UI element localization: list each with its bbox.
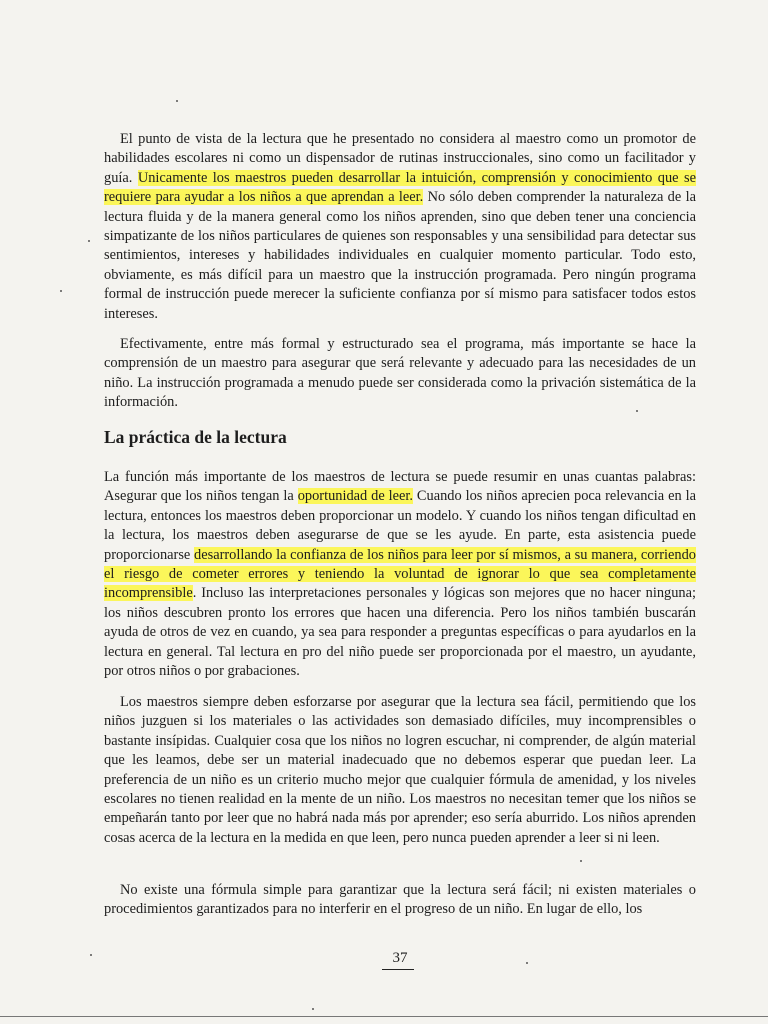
scan-speck: [636, 410, 638, 412]
paragraph-no-formula: No existe una fórmula simple para garantizar que la lectura será fácil; ni existen materiales o procedimientos garantizados para no interferir en el progreso de un niño. En lugar de ello, los: [104, 882, 696, 918]
paragraph-reading-function: [104, 468, 696, 681]
paragraph-programmed-instruction: Efectivamente, entre más formal y estructurado sea el programa, más importante se hace la comprensión de un maestro para asegurar que será relevante y adecuado para las necesidades de un niño. La instrucción programada a menudo puede ser considerada como la privación sistemática de la información.: [104, 336, 696, 411]
paragraph-easy-reading: Los maestros siempre deben esforzarse por asegurar que la lectura sea fácil, permitiendo que los niños juzguen si los materiales o las actividades son demasiado difíciles, muy incomprensibles o bastante insípidas. Cualquier cosa que los niños no logren escuchar, ni comprender, de algún material que les leamos, debe ser un material inadecuado que no debemos esperar que puedan leer. La preferencia de un niño es un criterio mucho mejor que cualquier fórmula de amenidad, y los niveles escolares no tienen realidad en la mente de un niño. Los maestros no necesitan temer que los niños se empeñarán tanto por leer que no habrá nada más por aprender; eso sería aburrido. Los niños aprenden cosas acerca de la lectura en la medida en que leen, pero nunca pueden aprender a leer si ni leen.: [104, 694, 696, 846]
scan-speck: [176, 100, 178, 102]
paragraph-text: . Incluso las interpretaciones personales y lógicas son mejores que no hacer ninguna; los niños descubren pronto los errores que hacen una diferencia. Pero los niños también buscarán ayuda de otros de vez en cuando, ya sea para responder a preguntas específicas o para ayudarlos en la lectura en general. Tal lectura en pro del niño puede ser proporcionada por el maestro, un ayudante, por otros niños o por grabaciones.: [104, 585, 696, 680]
paragraph-teacher-role: [104, 130, 696, 324]
paragraph-text: Cuando los niños aprecien poca relevancia en la lectura, entonces los maestros deben proporcionar un modelo. Y cuando los niños tengan dificultad en la lectura, los maestros deben asegurarse de que se les ayude. En parte, esta asistencia puede proporcionarse: [104, 488, 696, 563]
highlighted-text: Unicamente los maestros pueden desarrollar la intuición, comprensión y conocimiento que se requiere para ayudar a los niños a que aprendan a leer.: [104, 169, 696, 206]
paragraph-text: El punto de vista de la lectura que he presentado no considera al maestro como un promotor de habilidades escolares ni como un dispensador de rutinas instruccionales, sino como un facilitador y guía.: [104, 131, 696, 186]
highlighted-text: oportunidad de leer.: [297, 488, 413, 505]
page-number-underline: [382, 969, 414, 970]
scan-edge-line: [0, 1016, 768, 1017]
page-number: 37: [392, 950, 408, 966]
scan-speck: [580, 860, 582, 862]
section-heading: La práctica de la lectura: [104, 427, 287, 447]
scan-speck: [60, 290, 62, 292]
scan-speck: [88, 240, 90, 242]
highlighted-text: desarrollando la confianza de los niños para leer por sí mismos, a su manera, corriendo el riesgo de cometer errores y teniendo la voluntad de ignorar lo que sea completamente incomprensible: [104, 546, 696, 602]
scan-speck: [526, 962, 528, 964]
scan-speck: [312, 1008, 314, 1010]
paragraph-text: La función más importante de los maestros de lectura se puede resumir en unas cuantas palabras: Asegurar que los niños tengan la: [104, 469, 696, 505]
paragraph-text: No sólo deben comprender la naturaleza de la lectura fluida y de la manera general como los niños aprenden, sino que deben tener una conciencia simpatizante de los niños particulares de quienes son responsables y una sensibilidad para detectar sus sentimientos, intereses y habilidades individuales en cualquier momento particular. Todo esto, obviamente, es más difícil para un maestro que la instrucción programada. Pero ningún programa formal de instrucción puede merecer la suficiente confianza por sí mismo para satisfacer todos estos intereses.: [104, 189, 696, 322]
scan-speck: [90, 954, 92, 956]
